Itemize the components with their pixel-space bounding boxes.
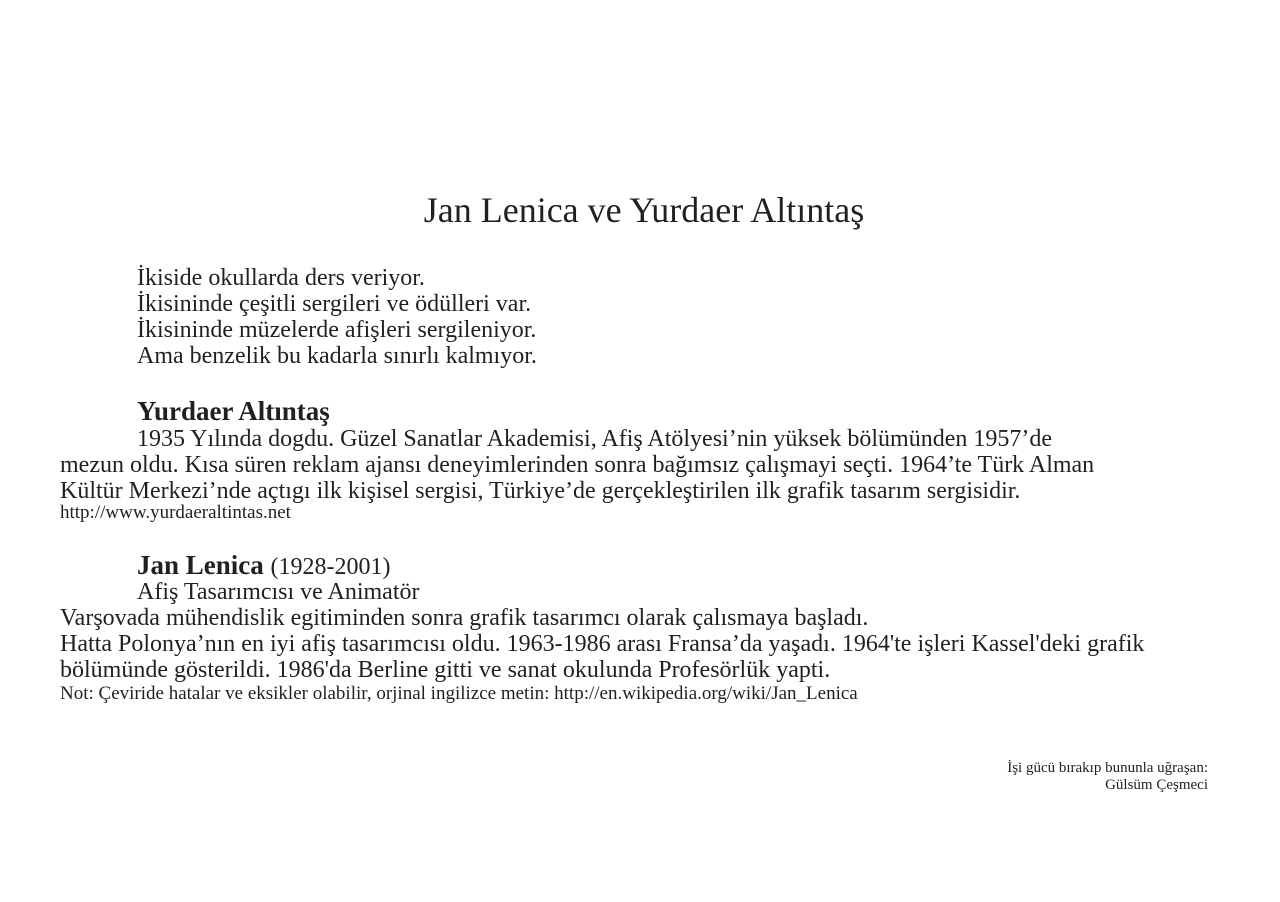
intro-line: İkisininde müzelerde afişleri sergileniyor. [137, 317, 537, 343]
intro-line: İkisininde çeşitli sergileri ve ödülleri var. [137, 291, 532, 317]
lenica-bio-line: Hatta Polonya’nın en iyi afiş tasarımcısı oldu. 1963-1986 arası Fransa’da yaşadı. 1964'te işleri Kassel'deki grafik [60, 631, 1145, 657]
translation-note: Not: Çeviride hatalar ve eksikler olabilir, orjinal ingilizce metin: http://en.wikipedia.org/wiki/Jan_Lenica [60, 683, 858, 704]
intro-line: Ama benzelik bu kadarla sınırlı kalmıyor. [137, 343, 537, 369]
yurdaer-heading: Yurdaer Altıntaş [137, 396, 330, 426]
yurdaer-website-link[interactable]: http://www.yurdaeraltintas.net [60, 502, 291, 523]
yurdaer-bio-line: Kültür Merkezi’nde açtıgı ilk kişisel sergisi, Türkiye’de gerçekleştirilen ilk grafik tasarım sergisidir. [60, 478, 1021, 504]
lenica-heading: Jan Lenica [137, 550, 264, 580]
lenica-subtitle: Afiş Tasarımcısı ve Animatör [137, 579, 420, 605]
yurdaer-bio-line: mezun oldu. Kısa süren reklam ajansı deneyimlerinden sonra bağımsız çalışmayi seçti. 1964’te Türk Alman [60, 452, 1095, 478]
lenica-years: (1928-2001) [270, 554, 391, 580]
credit-block [1007, 760, 1208, 794]
lenica-bio-line: Varşovada mühendislik egitiminden sonra grafik tasarımcı olarak çalısmaya başladı. [60, 605, 869, 631]
intro-paragraph [137, 265, 537, 369]
yurdaer-bio [60, 426, 1230, 504]
lenica-heading-row [137, 550, 391, 582]
document-title: Jan Lenica ve Yurdaer Altıntaş [423, 190, 865, 230]
lenica-bio-line: bölümünde gösterildi. 1986'da Berline gitti ve sanat okulunda Profesörlük yapti. [60, 657, 831, 683]
credit-line: İşi gücü bırakıp bununla uğraşan: [1007, 760, 1208, 776]
intro-line: İkiside okullarda ders veriyor. [137, 265, 425, 291]
lenica-bio [60, 579, 1230, 683]
yurdaer-bio-line: 1935 Yılında dogdu. Güzel Sanatlar Akademisi, Afiş Atölyesi’nin yüksek bölümünden 1957’de [137, 426, 1052, 452]
credit-author: Gülsüm Çeşmeci [1105, 777, 1208, 793]
